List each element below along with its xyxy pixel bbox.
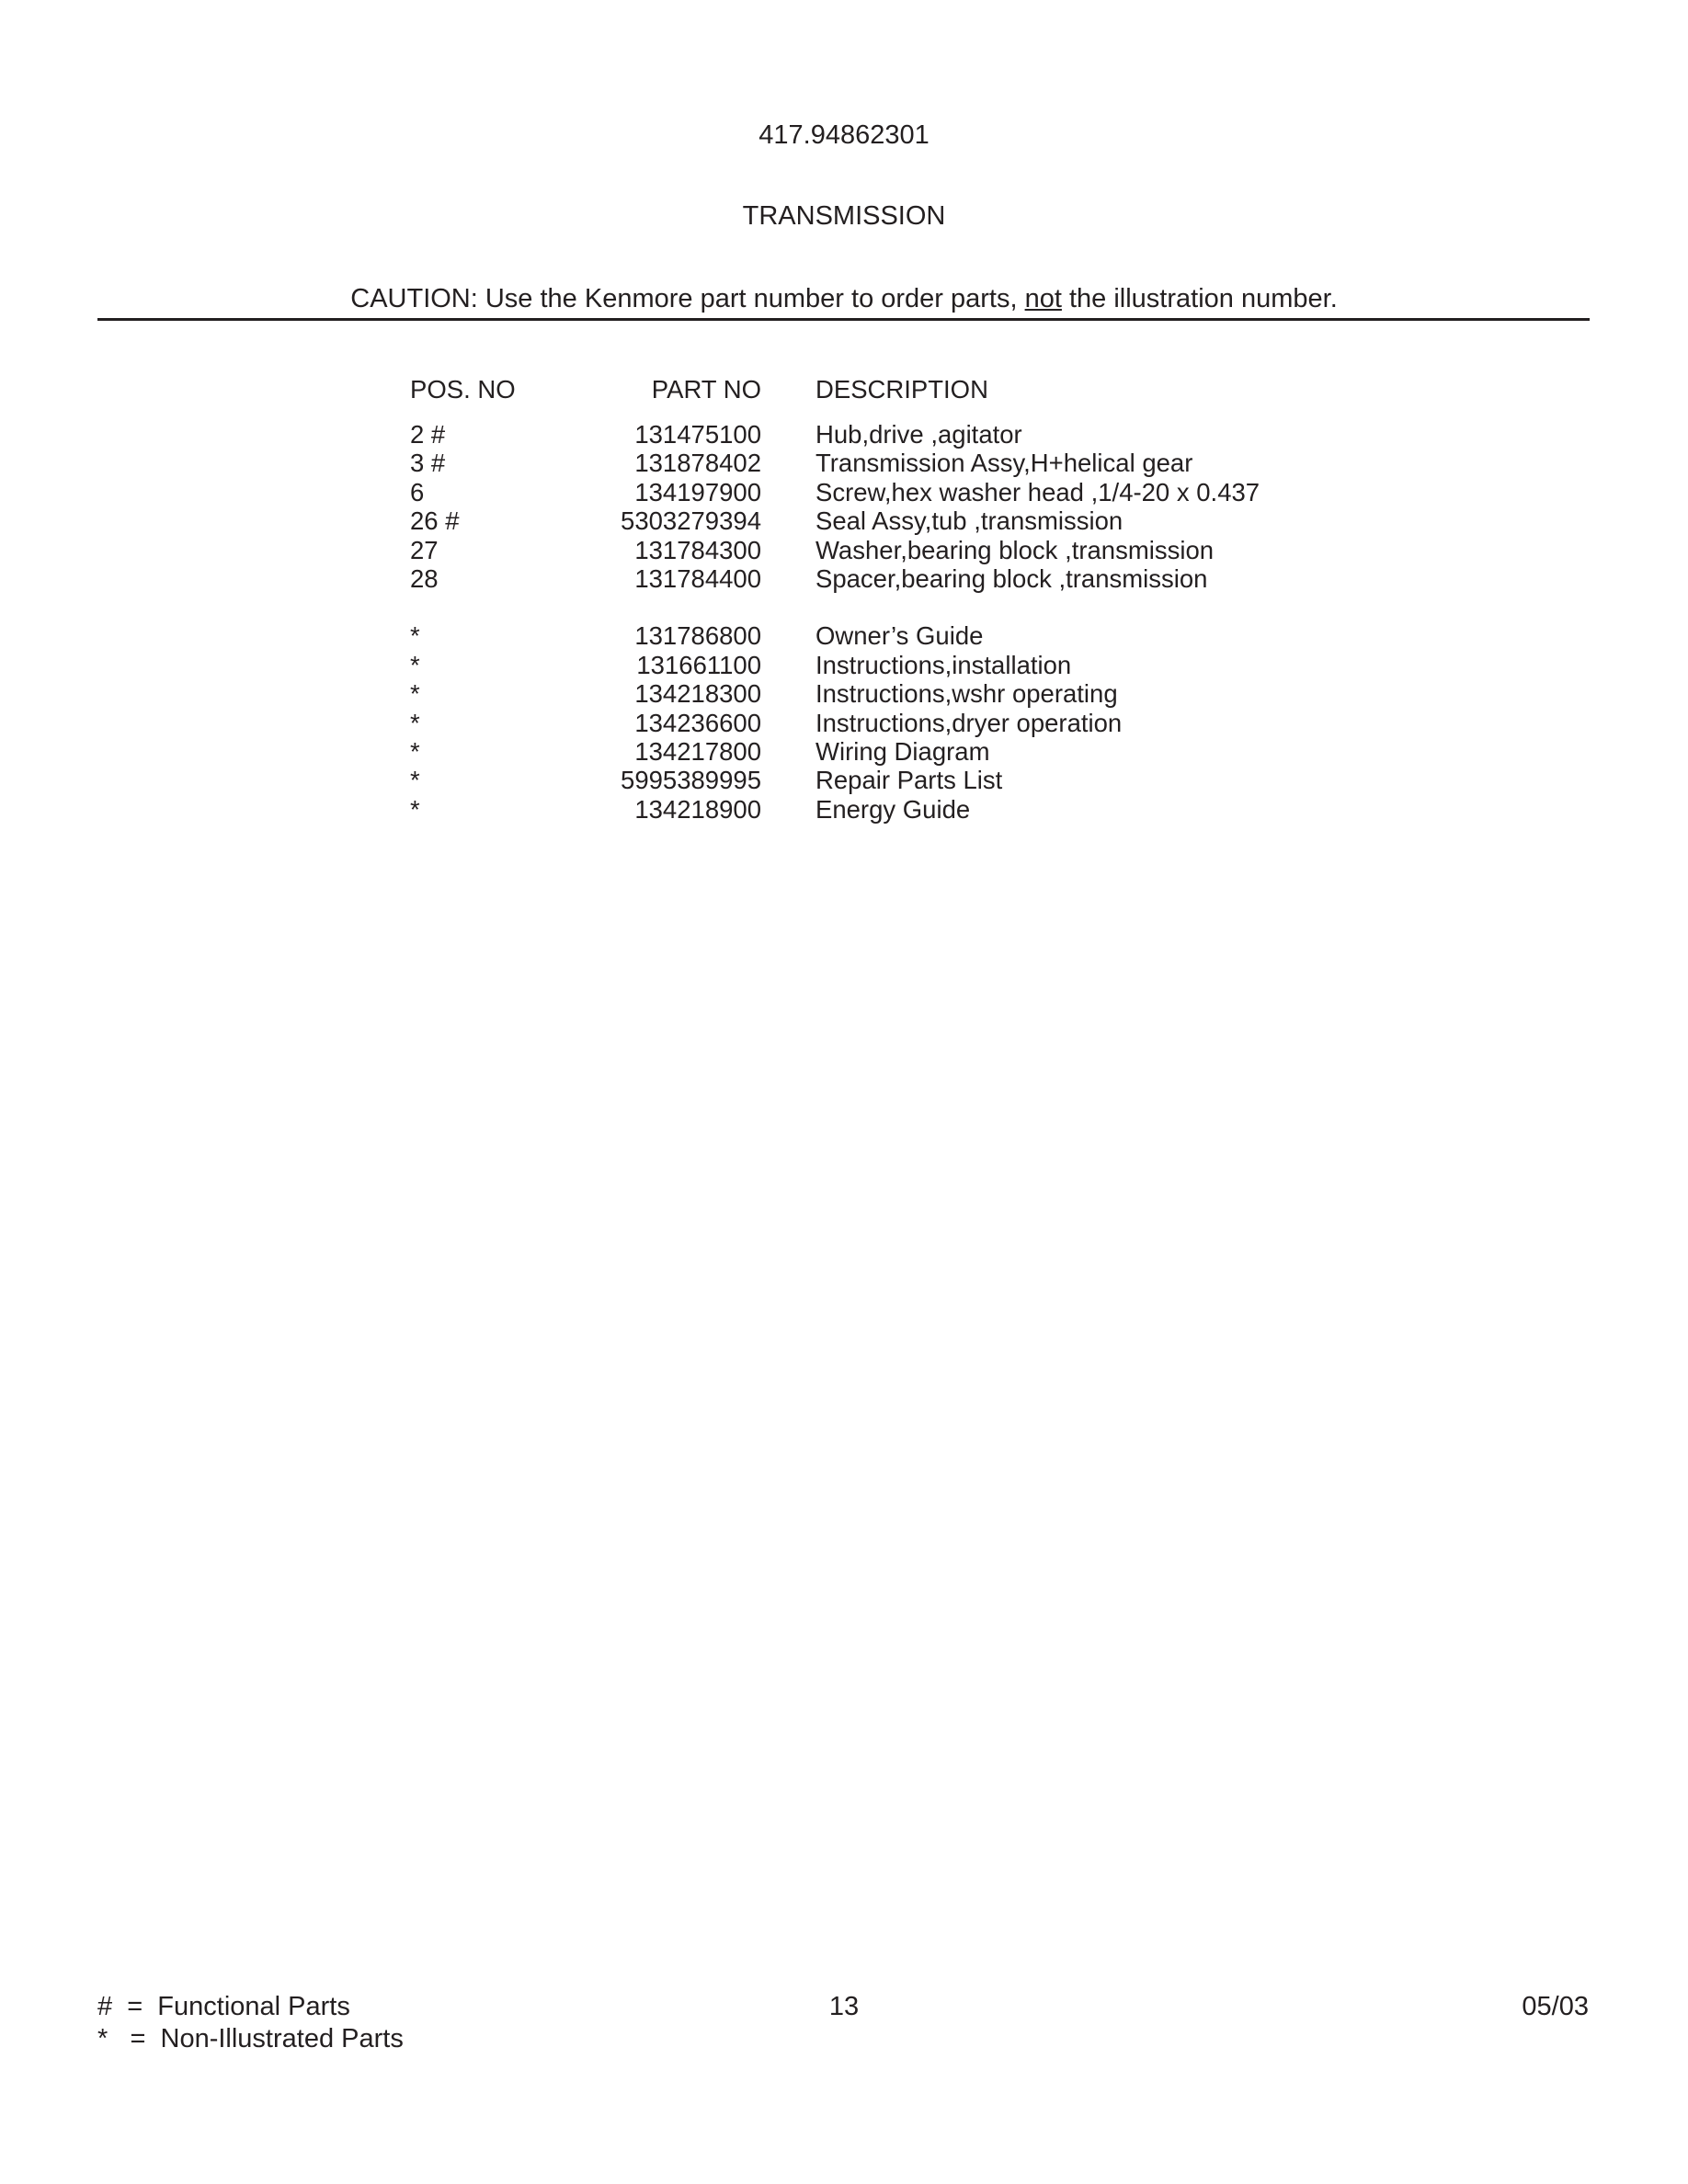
description-cell: Seal Assy,tub ,transmission <box>815 506 1123 536</box>
column-gap <box>761 374 815 420</box>
table-row <box>410 737 1260 766</box>
table-header-row <box>410 374 1260 420</box>
description-cell: Energy Guide <box>815 794 971 824</box>
description-cell: Hub,drive ,agitator <box>815 420 1022 449</box>
part-number-cell: 134217800 <box>634 737 761 767</box>
column-gap <box>761 709 815 737</box>
pos-cell: 27 <box>410 535 439 564</box>
pos-cell: 2 # <box>410 420 446 449</box>
pos-cell: * <box>410 794 420 824</box>
pos-cell: * <box>410 650 420 679</box>
table-row <box>410 478 1260 506</box>
pos-cell: * <box>410 737 420 767</box>
description-cell: Instructions,installation <box>815 650 1072 679</box>
description-cell: Screw,hex washer head ,1/4-20 x 0.437 <box>815 477 1260 506</box>
table-row <box>410 709 1260 737</box>
table-row <box>410 766 1260 794</box>
row-spacer-cell <box>410 593 1260 621</box>
table-row <box>410 651 1260 679</box>
column-header-part: PART NO <box>651 375 761 404</box>
legend-functional: # = Functional Parts <box>97 1992 350 2021</box>
caution-notice <box>0 283 1688 314</box>
table-row <box>410 449 1260 477</box>
column-gap <box>761 478 815 506</box>
model-number: 417.94862301 <box>758 120 930 150</box>
caution-suffix: the illustration number. <box>1061 284 1338 313</box>
description-cell: Instructions,dryer operation <box>815 708 1123 737</box>
pos-cell: 26 # <box>410 506 460 536</box>
part-number-cell: 131878402 <box>634 449 761 478</box>
description-cell: Repair Parts List <box>815 766 1003 795</box>
part-number-cell: 131661100 <box>636 650 761 679</box>
table-row <box>410 621 1260 650</box>
pos-cell: 28 <box>410 564 439 594</box>
part-number-cell: 5303279394 <box>621 506 761 536</box>
column-header-description: DESCRIPTION <box>815 375 988 404</box>
column-gap <box>761 766 815 794</box>
part-number-cell: 131784300 <box>634 535 761 564</box>
part-number-cell: 134197900 <box>634 477 761 506</box>
table-row <box>410 536 1260 564</box>
pos-cell: 3 # <box>410 449 446 478</box>
table-row <box>410 564 1260 593</box>
column-gap <box>761 449 815 477</box>
column-gap <box>761 564 815 593</box>
legend-non-illustrated: * = Non-Illustrated Parts <box>97 2024 404 2053</box>
pos-cell: * <box>410 708 420 737</box>
column-gap <box>761 536 815 564</box>
column-gap <box>761 651 815 679</box>
part-number-cell: 134236600 <box>634 708 761 737</box>
column-gap <box>761 679 815 708</box>
column-gap <box>761 621 815 650</box>
column-gap <box>761 420 815 449</box>
table-row <box>410 420 1260 449</box>
description-cell: Owner’s Guide <box>815 621 984 651</box>
header-divider <box>97 318 1590 321</box>
description-cell: Washer,bearing block ,transmission <box>815 535 1215 564</box>
part-number-cell: 134218300 <box>634 679 761 709</box>
page-number: 13 <box>828 1992 860 2021</box>
column-header-pos: POS. NO <box>410 375 516 404</box>
caution-prefix: CAUTION: Use the Kenmore part number to order parts, <box>350 284 1025 313</box>
column-gap <box>761 737 815 766</box>
part-number-cell: 134218900 <box>634 794 761 824</box>
pos-cell: 6 <box>410 477 425 506</box>
table-row <box>410 506 1260 535</box>
pos-cell: * <box>410 679 420 709</box>
section-title: TRANSMISSION <box>742 201 946 231</box>
column-gap <box>761 795 815 824</box>
description-cell: Wiring Diagram <box>815 737 990 767</box>
description-cell: Transmission Assy,H+helical gear <box>815 449 1193 478</box>
table-row <box>410 679 1260 708</box>
description-cell: Spacer,bearing block ,transmission <box>815 564 1208 594</box>
parts-body <box>410 420 1260 824</box>
part-number-cell: 131475100 <box>634 420 761 449</box>
page-date: 05/03 <box>1522 1992 1589 2021</box>
part-number-cell: 131786800 <box>634 621 761 651</box>
column-gap <box>761 506 815 535</box>
part-number-cell: 131784400 <box>634 564 761 594</box>
parts-table <box>410 374 1260 824</box>
description-cell: Instructions,wshr operating <box>815 679 1118 709</box>
part-number-cell: 5995389995 <box>621 766 761 795</box>
row-spacer <box>410 593 1260 621</box>
pos-cell: * <box>410 766 420 795</box>
pos-cell: * <box>410 621 420 651</box>
table-row <box>410 795 1260 824</box>
caution-emphasis: not <box>1024 284 1062 313</box>
